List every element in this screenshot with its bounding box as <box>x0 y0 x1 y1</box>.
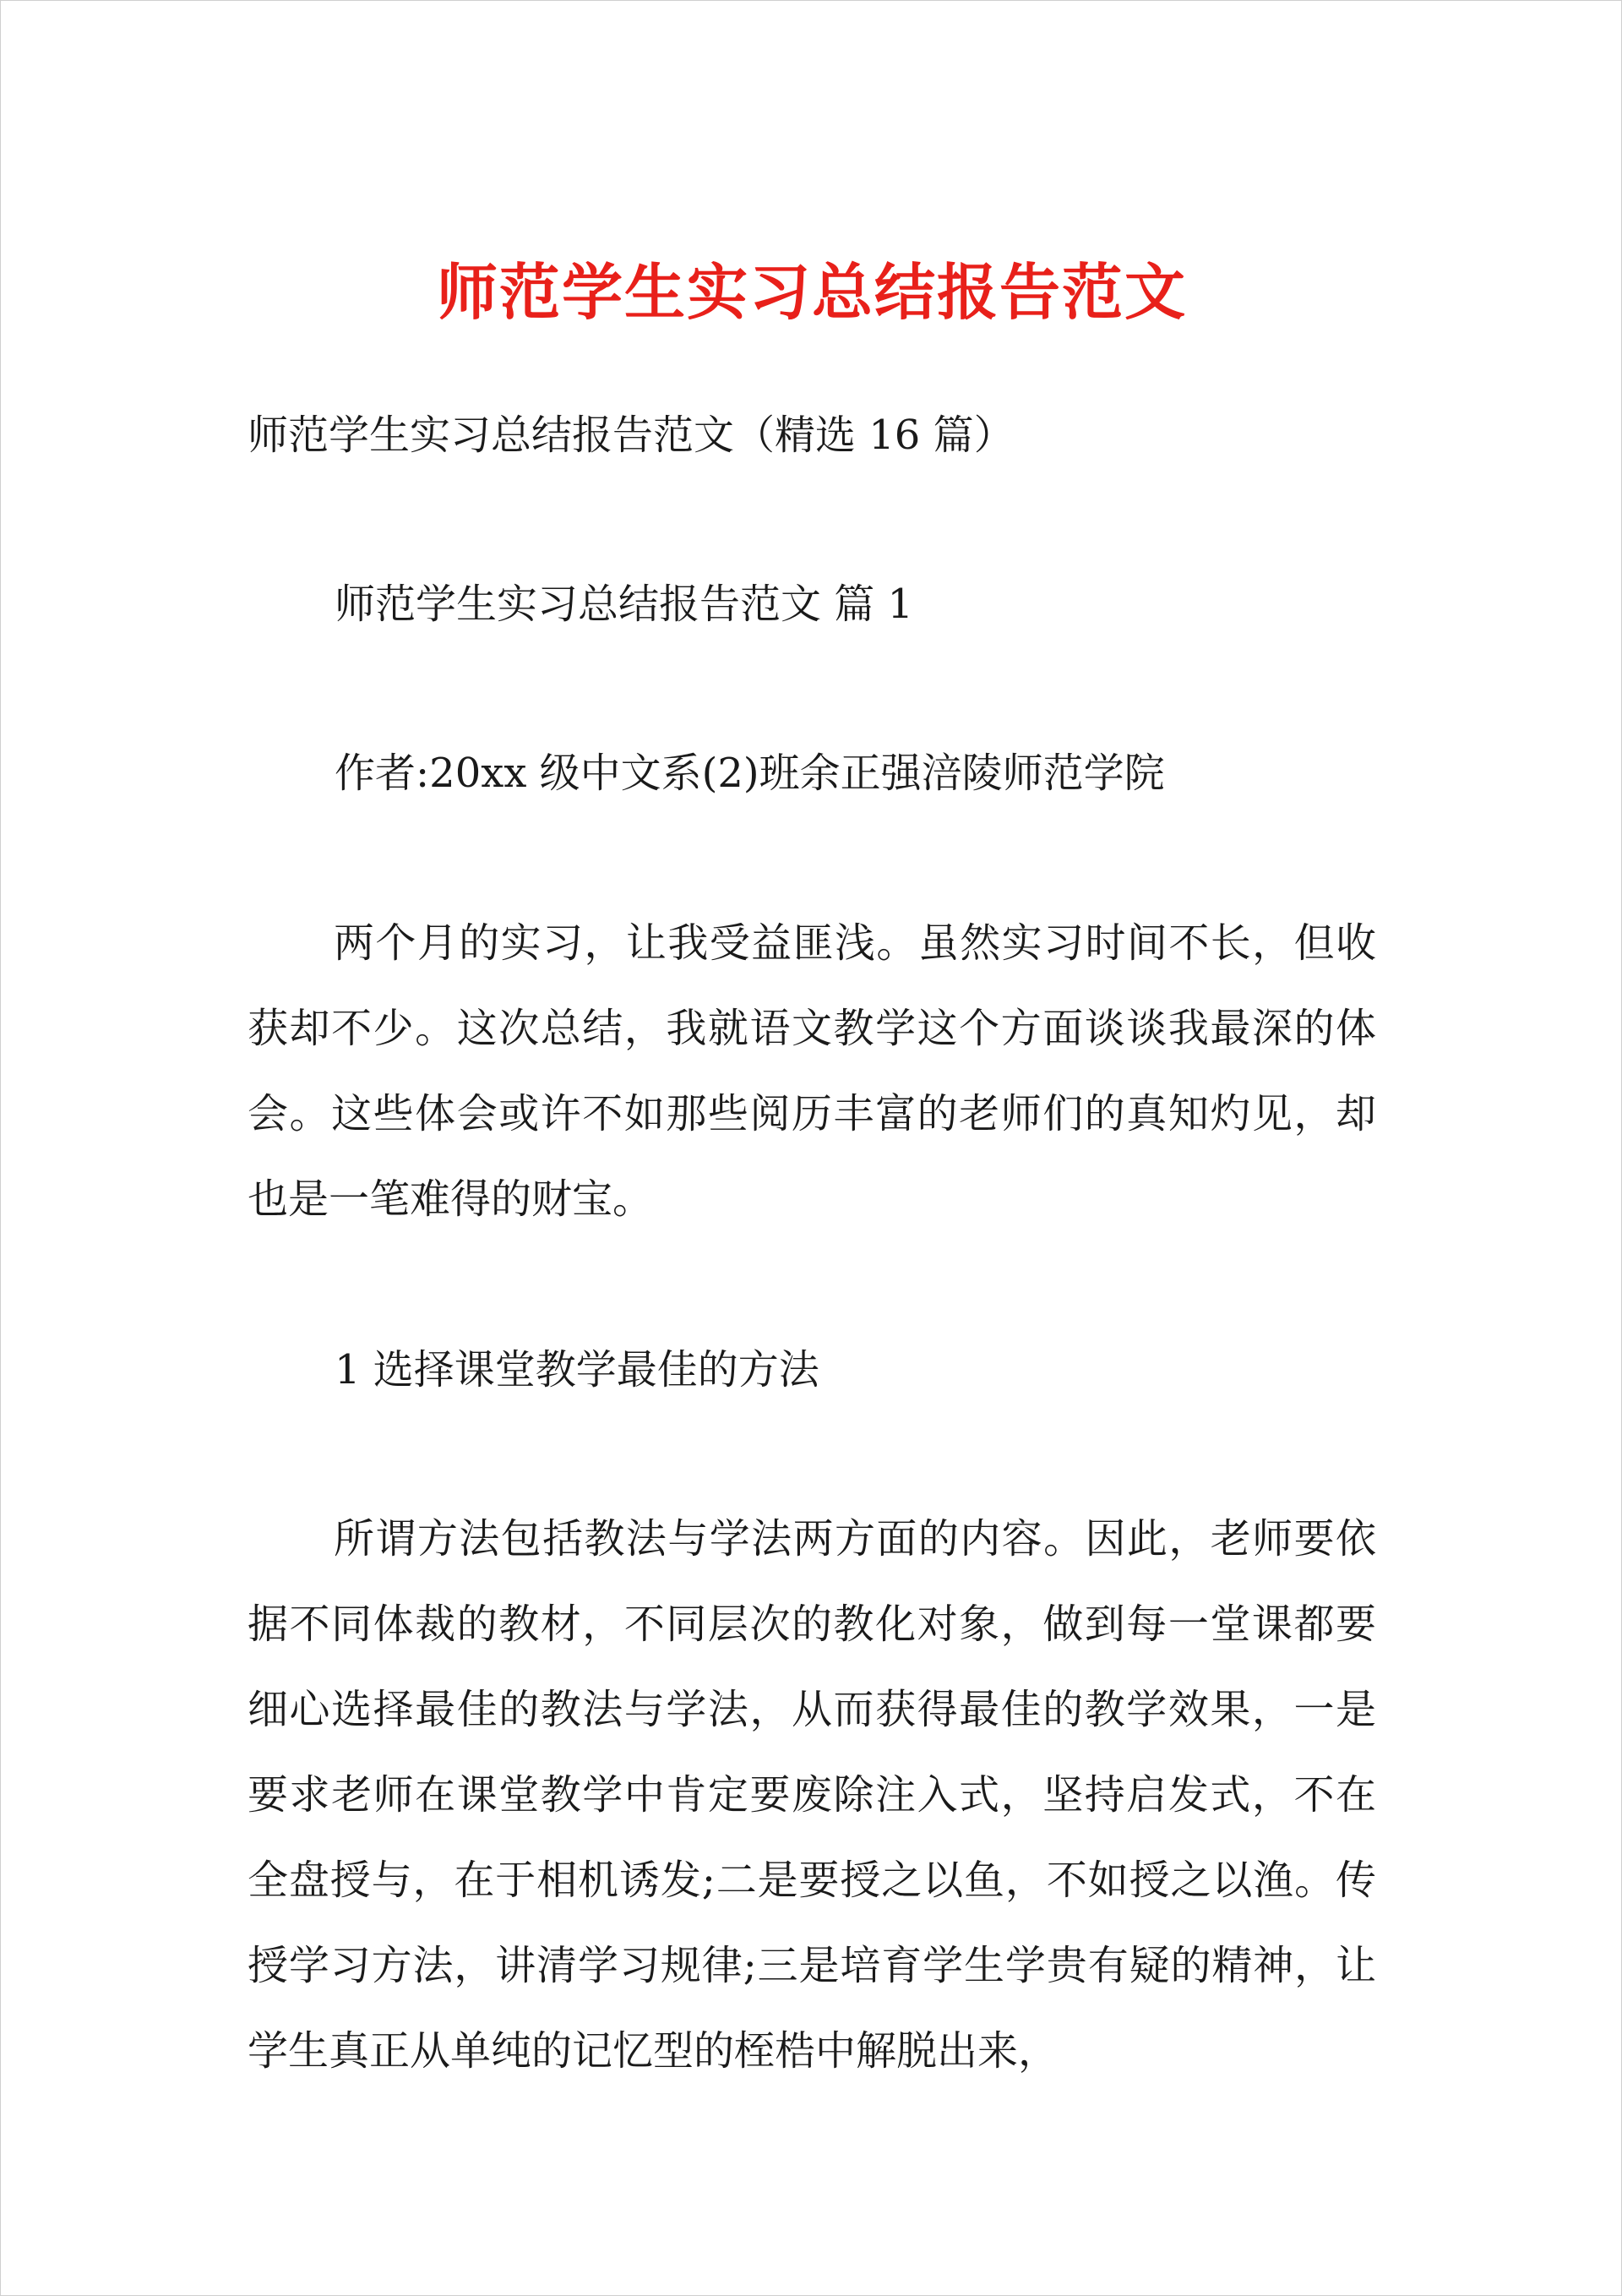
point-1-heading: 1 选择课堂教学最佳的方法 <box>335 1346 819 1393</box>
document-subtitle: 师范学生实习总结报告范文（精选 16 篇） <box>248 412 1015 459</box>
paragraph-methods: 所谓方法包括教法与学法两方面的内容。因此，老师要依据不同体裁的教材，不同层次的教化对象，做到每一堂课都要细心选择最佳的教法与学法，从而获得最佳的教学效果，一是要求老师在课堂教学中肯定要废除注入式，坚持启发式，不在全盘授与，在于相机诱发;二是要授之以鱼，不如授之以渔。传授学习方法，讲清学习规律;三是培育学生学贵有疑的精神，让学生真正从单纯的记忆型的桎梏中解脱出来， <box>248 1515 1376 2075</box>
paragraph-intro: 两个月的实习，让我受益匪浅。虽然实习时间不长，但收获却不少。这次总结，我就语文教学这个方面谈谈我最深的体会。这些体会或许不如那些阅历丰富的老师们的真知灼见，却也是一笔难得的财宝。 <box>248 919 1376 1223</box>
author-line: 作者:20xx 级中文系(2)班余正强涪陵师范学院 <box>335 750 1165 797</box>
section-heading: 师范学生实习总结报告范文 篇 1 <box>335 581 914 628</box>
document-title: 师范学生实习总结报告范文 <box>436 256 1187 328</box>
